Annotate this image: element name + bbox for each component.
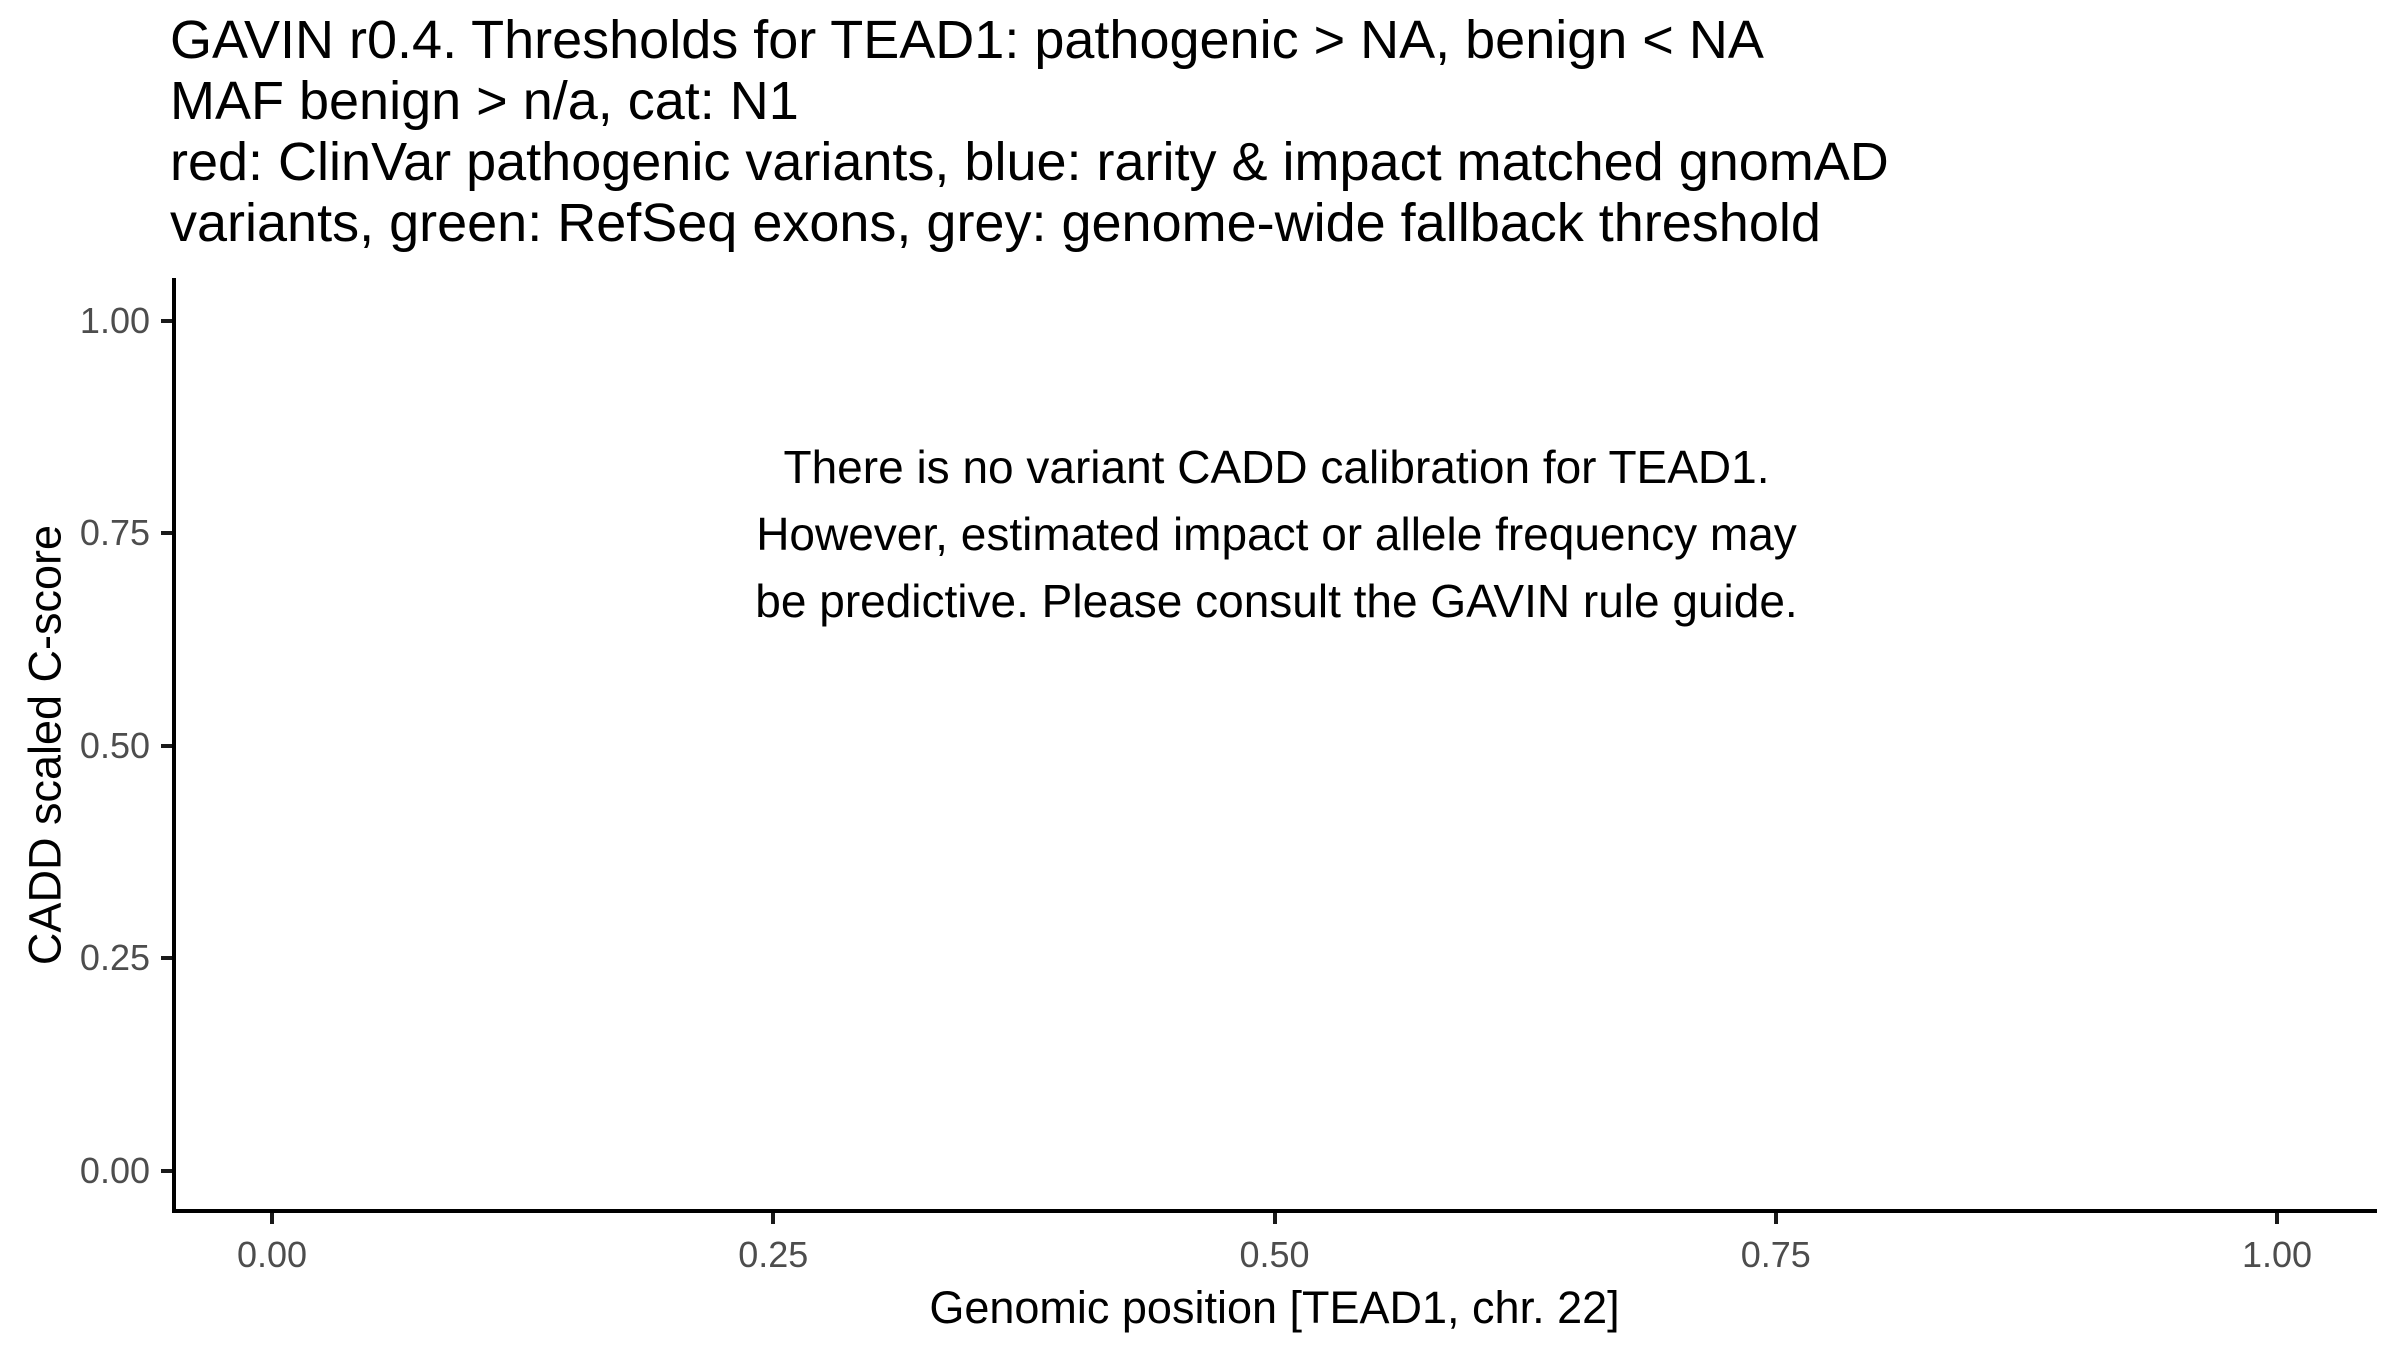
annotation-line-3: be predictive. Please consult the GAVIN rule guide. bbox=[755, 575, 1798, 627]
x-tick-label: 0.50 bbox=[1239, 1234, 1310, 1275]
x-tick-mark bbox=[270, 1213, 274, 1224]
x-tick-mark bbox=[771, 1213, 775, 1224]
y-tick-mark bbox=[161, 744, 172, 748]
chart-title bbox=[170, 10, 1889, 254]
x-tick-mark bbox=[2275, 1213, 2279, 1224]
y-tick-label: 0.75 bbox=[79, 512, 150, 553]
y-tick-mark bbox=[161, 531, 172, 535]
x-tick-mark bbox=[1273, 1213, 1277, 1224]
y-tick-label: 1.00 bbox=[79, 299, 150, 341]
y-tick-mark bbox=[161, 956, 172, 960]
x-tick-mark bbox=[1774, 1213, 1778, 1224]
plot-panel bbox=[172, 278, 2377, 1213]
x-tick-label: 0.25 bbox=[738, 1234, 809, 1275]
y-tick-mark bbox=[161, 1169, 172, 1173]
chart-title-line-4: variants, green: RefSeq exons, grey: genome-wide fallback threshold bbox=[170, 193, 1821, 253]
y-tick-label: 0.25 bbox=[79, 937, 150, 978]
annotation-line-1: There is no variant CADD calibration for TEAD1. bbox=[783, 441, 1770, 493]
chart-title-line-3: red: ClinVar pathogenic variants, blue: rarity & impact matched gnomAD bbox=[170, 132, 1889, 192]
annotation-line-2: However, estimated impact or allele frequency may bbox=[756, 508, 1797, 560]
x-tick-label: 0.00 bbox=[236, 1234, 308, 1275]
x-tick-label: 1.00 bbox=[2241, 1234, 2313, 1275]
no-calibration-annotation bbox=[176, 434, 2377, 635]
x-axis-title: Genomic position [TEAD1, chr. 22] bbox=[929, 1282, 1620, 1333]
y-tick-label: 0.00 bbox=[79, 1149, 150, 1191]
y-axis-title: CADD scaled C-score bbox=[19, 524, 71, 966]
y-tick-mark bbox=[161, 319, 172, 323]
y-tick-label: 0.50 bbox=[79, 724, 150, 766]
chart-title-line-1: GAVIN r0.4. Thresholds for TEAD1: pathogenic > NA, benign < NA bbox=[170, 10, 1764, 70]
x-tick-label: 0.75 bbox=[1740, 1234, 1811, 1275]
chart-title-line-2: MAF benign > n/a, cat: N1 bbox=[170, 71, 799, 131]
